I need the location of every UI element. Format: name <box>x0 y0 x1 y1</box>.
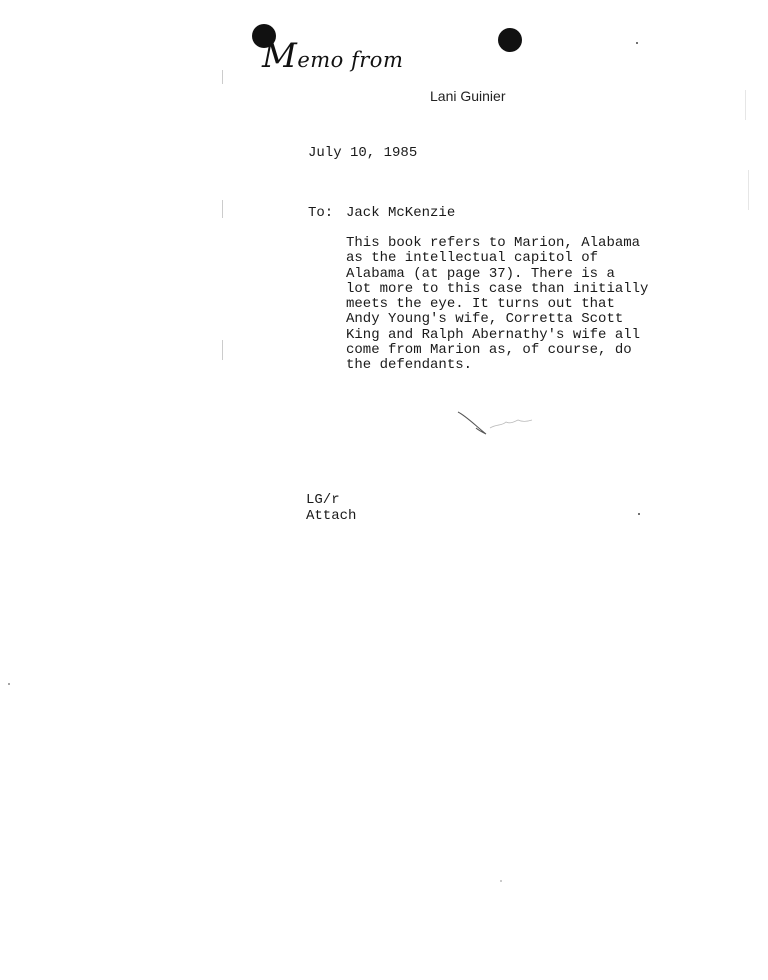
memo-author: Lani Guinier <box>430 88 506 104</box>
recipient-label: To: <box>308 205 334 221</box>
scan-edge-mark <box>222 200 223 218</box>
letterhead-rest: emo from <box>297 48 404 72</box>
scan-edge-mark <box>748 170 749 210</box>
body-line: Alabama (at page 37). There is a <box>346 265 615 282</box>
body-line: King and Ralph Abernathy's wife all <box>346 326 641 343</box>
scan-edge-mark <box>222 70 223 84</box>
memo-body <box>346 235 649 374</box>
memo-footer <box>306 492 356 524</box>
scan-edge-mark <box>222 340 223 360</box>
scan-speck <box>500 880 502 882</box>
memo-letterhead <box>262 36 403 76</box>
body-line: come from Marion as, of course, do <box>346 342 632 359</box>
scan-speck <box>638 513 640 515</box>
enclosure-note: Attach <box>306 508 357 524</box>
scan-speck <box>636 42 638 44</box>
body-line: the defendants. <box>346 357 473 374</box>
punch-hole-right <box>498 28 522 52</box>
typist-initials: LG/r <box>306 492 340 508</box>
recipient-name: Jack McKenzie <box>346 205 456 221</box>
signature-mark <box>456 404 556 444</box>
body-line: lot more to this case than initially <box>346 280 649 297</box>
scan-speck <box>8 683 10 685</box>
memo-date: July 10, 1985 <box>308 145 418 161</box>
body-line: This book refers to Marion, Alabama <box>346 235 641 251</box>
recipient-line <box>308 205 455 221</box>
body-line: Andy Young's wife, Corretta Scott <box>346 311 624 328</box>
letterhead-initial: M <box>262 36 298 76</box>
body-line: as the intellectual capitol of <box>346 250 599 267</box>
body-line: meets the eye. It turns out that <box>346 296 615 313</box>
scan-edge-mark <box>745 90 746 120</box>
